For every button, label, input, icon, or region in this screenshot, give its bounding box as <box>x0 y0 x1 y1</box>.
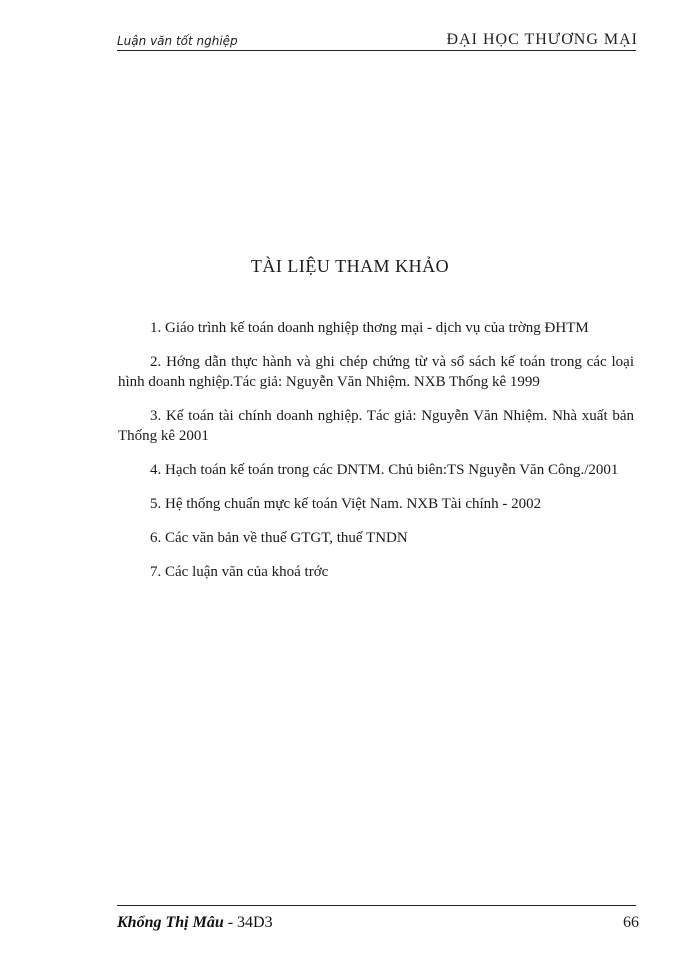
footer-author <box>117 914 273 932</box>
reference-item: 2. Hớng dẫn thực hành và ghi chép chứng từ và sổ sách kế toán trong các loại hình doanh nghiệp.Tác giả: Nguyễn Văn Nhiệm. NXB Thống kê 1999 <box>118 354 634 390</box>
page-number: 66 <box>623 914 639 931</box>
reference-list <box>118 318 634 596</box>
header-divider <box>117 50 636 51</box>
header-thesis-label: Luận văn tốt nghiệp <box>117 34 238 48</box>
reference-item: 7. Các luận văn của khoá trớc <box>150 564 329 580</box>
reference-item: 6. Các văn bản về thuế GTGT, thuế TNDN <box>150 530 408 546</box>
footer-divider <box>117 905 636 906</box>
reference-item: 3. Kế toán tài chính doanh nghiệp. Tác giả: Nguyễn Văn Nhiệm. Nhà xuất bản Thống kê 2001 <box>118 408 634 444</box>
header-university-label: ĐẠI HỌC THƯƠNG MẠI <box>446 31 638 47</box>
reference-item: 4. Hạch toán kế toán trong các DNTM. Chủ biên:TS Nguyễn Văn Công./2001 <box>150 462 619 478</box>
reference-item: 1. Giáo trình kế toán doanh nghiệp thơng mại - dịch vụ của trờng ĐHTM <box>150 320 589 336</box>
page-title: TÀI LIỆU THAM KHẢO <box>250 256 450 276</box>
author-name: Khổng Thị Mâu <box>117 914 224 931</box>
reference-item: 5. Hệ thống chuẩn mực kế toán Việt Nam. NXB Tài chính - 2002 <box>150 496 542 512</box>
author-class: - 34D3 <box>223 914 273 931</box>
